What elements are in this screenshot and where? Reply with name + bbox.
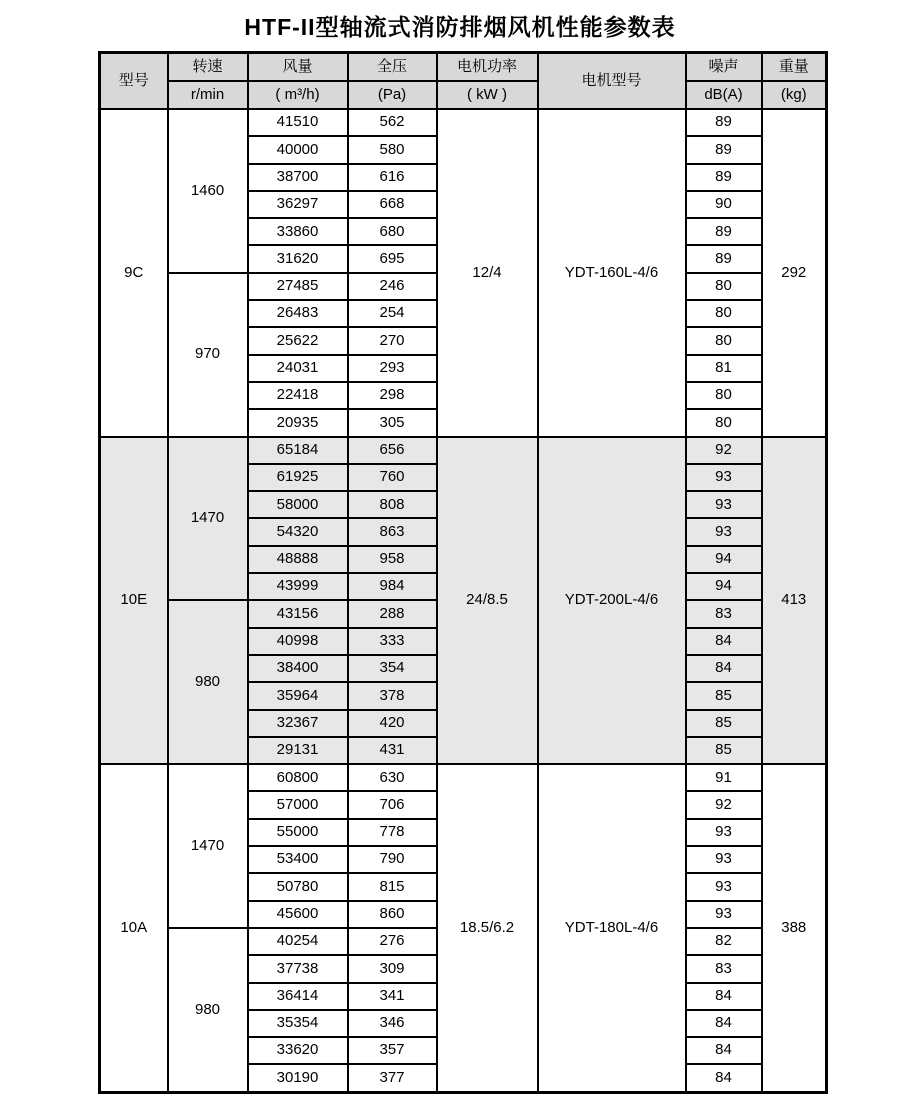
airflow-cell: 30190 — [248, 1064, 348, 1092]
noise-cell: 93 — [686, 901, 762, 928]
noise-cell: 92 — [686, 791, 762, 818]
noise-cell: 89 — [686, 136, 762, 163]
airflow-cell: 32367 — [248, 710, 348, 737]
pressure-cell: 815 — [348, 873, 437, 900]
pressure-cell: 668 — [348, 191, 437, 218]
airflow-cell: 35354 — [248, 1010, 348, 1037]
noise-cell: 84 — [686, 1037, 762, 1064]
airflow-cell: 37738 — [248, 955, 348, 982]
pressure-cell: 860 — [348, 901, 437, 928]
header-pressure-unit: (Pa) — [348, 81, 437, 109]
airflow-cell: 31620 — [248, 245, 348, 272]
motor-model-cell: YDT-160L-4/6 — [538, 109, 686, 437]
page-title: HTF-II型轴流式消防排烟风机性能参数表 — [244, 14, 676, 40]
weight-cell: 388 — [762, 764, 827, 1092]
header-power: 电机功率 — [437, 53, 538, 82]
airflow-cell: 29131 — [248, 737, 348, 764]
table-row — [100, 109, 827, 136]
noise-cell: 83 — [686, 600, 762, 627]
airflow-cell: 40254 — [248, 928, 348, 955]
airflow-cell: 38400 — [248, 655, 348, 682]
power-cell: 18.5/6.2 — [437, 764, 538, 1092]
noise-cell: 84 — [686, 628, 762, 655]
airflow-cell: 40998 — [248, 628, 348, 655]
power-cell: 24/8.5 — [437, 437, 538, 765]
pressure-cell: 378 — [348, 682, 437, 709]
pressure-cell: 958 — [348, 546, 437, 573]
pressure-cell: 346 — [348, 1010, 437, 1037]
noise-cell: 92 — [686, 437, 762, 464]
header-speed: 转速 — [168, 53, 248, 82]
table-row — [100, 437, 827, 464]
weight-cell: 413 — [762, 437, 827, 765]
airflow-cell: 57000 — [248, 791, 348, 818]
noise-cell: 84 — [686, 1064, 762, 1092]
header-row-2 — [100, 81, 827, 109]
power-cell: 12/4 — [437, 109, 538, 437]
header-row-1 — [100, 53, 827, 82]
motor-model-cell: YDT-180L-4/6 — [538, 764, 686, 1092]
airflow-cell: 65184 — [248, 437, 348, 464]
speed-cell: 1470 — [168, 437, 248, 601]
noise-cell: 89 — [686, 218, 762, 245]
header-pressure: 全压 — [348, 53, 437, 82]
pressure-cell: 293 — [348, 355, 437, 382]
header-model: 型号 — [100, 53, 168, 110]
pressure-cell: 246 — [348, 273, 437, 300]
pressure-cell: 254 — [348, 300, 437, 327]
header-speed-unit: r/min — [168, 81, 248, 109]
weight-cell: 292 — [762, 109, 827, 437]
pressure-cell: 431 — [348, 737, 437, 764]
airflow-cell: 40000 — [248, 136, 348, 163]
airflow-cell: 55000 — [248, 819, 348, 846]
pressure-cell: 562 — [348, 109, 437, 136]
table-row — [100, 764, 827, 791]
pressure-cell: 984 — [348, 573, 437, 600]
table-header — [100, 53, 827, 110]
noise-cell: 94 — [686, 546, 762, 573]
model-cell: 9C — [100, 109, 168, 437]
airflow-cell: 48888 — [248, 546, 348, 573]
noise-cell: 89 — [686, 245, 762, 272]
airflow-cell: 35964 — [248, 682, 348, 709]
pressure-cell: 656 — [348, 437, 437, 464]
header-noise-unit: dB(A) — [686, 81, 762, 109]
pressure-cell: 630 — [348, 764, 437, 791]
pressure-cell: 616 — [348, 164, 437, 191]
noise-cell: 93 — [686, 873, 762, 900]
noise-cell: 93 — [686, 464, 762, 491]
noise-cell: 93 — [686, 491, 762, 518]
airflow-cell: 43156 — [248, 600, 348, 627]
pressure-cell: 276 — [348, 928, 437, 955]
noise-cell: 81 — [686, 355, 762, 382]
fan-spec-table — [98, 51, 828, 1094]
noise-cell: 80 — [686, 327, 762, 354]
airflow-cell: 36414 — [248, 983, 348, 1010]
pressure-cell: 706 — [348, 791, 437, 818]
pressure-cell: 695 — [348, 245, 437, 272]
noise-cell: 85 — [686, 737, 762, 764]
airflow-cell: 24031 — [248, 355, 348, 382]
table-body — [100, 109, 827, 1092]
airflow-cell: 45600 — [248, 901, 348, 928]
pressure-cell: 305 — [348, 409, 437, 436]
airflow-cell: 58000 — [248, 491, 348, 518]
motor-model-cell: YDT-200L-4/6 — [538, 437, 686, 765]
noise-cell: 93 — [686, 846, 762, 873]
pressure-cell: 288 — [348, 600, 437, 627]
airflow-cell: 60800 — [248, 764, 348, 791]
airflow-cell: 50780 — [248, 873, 348, 900]
pressure-cell: 377 — [348, 1064, 437, 1092]
airflow-cell: 25622 — [248, 327, 348, 354]
header-power-unit: ( kW ) — [437, 81, 538, 109]
pressure-cell: 270 — [348, 327, 437, 354]
header-airflow-unit: ( m³/h) — [248, 81, 348, 109]
airflow-cell: 33620 — [248, 1037, 348, 1064]
noise-cell: 83 — [686, 955, 762, 982]
pressure-cell: 333 — [348, 628, 437, 655]
pressure-cell: 341 — [348, 983, 437, 1010]
airflow-cell: 33860 — [248, 218, 348, 245]
airflow-cell: 20935 — [248, 409, 348, 436]
noise-cell: 89 — [686, 164, 762, 191]
airflow-cell: 61925 — [248, 464, 348, 491]
header-weight: 重量 — [762, 53, 827, 82]
airflow-cell: 38700 — [248, 164, 348, 191]
pressure-cell: 680 — [348, 218, 437, 245]
pressure-cell: 760 — [348, 464, 437, 491]
pressure-cell: 863 — [348, 518, 437, 545]
pressure-cell: 309 — [348, 955, 437, 982]
noise-cell: 80 — [686, 300, 762, 327]
model-cell: 10A — [100, 764, 168, 1092]
pressure-cell: 420 — [348, 710, 437, 737]
airflow-cell: 53400 — [248, 846, 348, 873]
pressure-cell: 808 — [348, 491, 437, 518]
noise-cell: 93 — [686, 518, 762, 545]
noise-cell: 85 — [686, 710, 762, 737]
noise-cell: 80 — [686, 409, 762, 436]
noise-cell: 91 — [686, 764, 762, 791]
pressure-cell: 298 — [348, 382, 437, 409]
page — [0, 9, 920, 1086]
noise-cell: 93 — [686, 819, 762, 846]
airflow-cell: 27485 — [248, 273, 348, 300]
airflow-cell: 41510 — [248, 109, 348, 136]
airflow-cell: 43999 — [248, 573, 348, 600]
pressure-cell: 778 — [348, 819, 437, 846]
noise-cell: 94 — [686, 573, 762, 600]
model-cell: 10E — [100, 437, 168, 765]
speed-cell: 980 — [168, 928, 248, 1092]
pressure-cell: 580 — [348, 136, 437, 163]
speed-cell: 1460 — [168, 109, 248, 273]
pressure-cell: 790 — [348, 846, 437, 873]
noise-cell: 84 — [686, 655, 762, 682]
noise-cell: 85 — [686, 682, 762, 709]
noise-cell: 89 — [686, 109, 762, 136]
header-noise: 噪声 — [686, 53, 762, 82]
header-airflow: 风量 — [248, 53, 348, 82]
airflow-cell: 26483 — [248, 300, 348, 327]
noise-cell: 82 — [686, 928, 762, 955]
noise-cell: 84 — [686, 983, 762, 1010]
airflow-cell: 54320 — [248, 518, 348, 545]
header-motor-model: 电机型号 — [538, 53, 686, 110]
noise-cell: 90 — [686, 191, 762, 218]
airflow-cell: 36297 — [248, 191, 348, 218]
noise-cell: 80 — [686, 273, 762, 300]
noise-cell: 80 — [686, 382, 762, 409]
speed-cell: 980 — [168, 600, 248, 764]
airflow-cell: 22418 — [248, 382, 348, 409]
speed-cell: 1470 — [168, 764, 248, 928]
pressure-cell: 357 — [348, 1037, 437, 1064]
speed-cell: 970 — [168, 273, 248, 437]
noise-cell: 84 — [686, 1010, 762, 1037]
header-weight-unit: (kg) — [762, 81, 827, 109]
pressure-cell: 354 — [348, 655, 437, 682]
